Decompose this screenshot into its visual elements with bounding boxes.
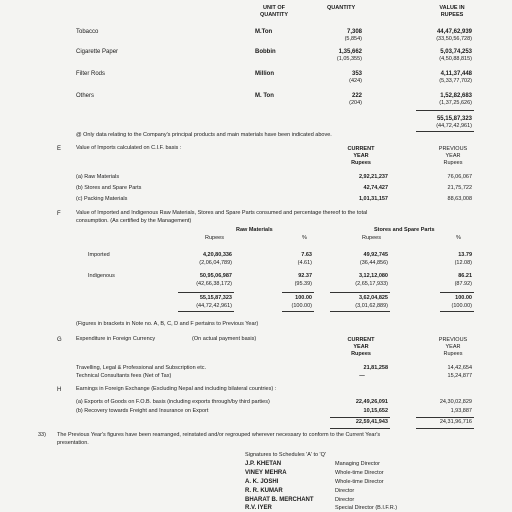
stores-header: Stores and Spare Parts	[374, 227, 435, 233]
row-current: 1,01,31,157	[358, 196, 388, 202]
note-number: 33)	[38, 432, 46, 438]
divider	[440, 292, 474, 293]
row-label: (a) Exports of Goods on F.O.B. basis (including exports through/by third parties)	[76, 399, 270, 405]
material-unit: M. Ton	[255, 93, 274, 99]
row-label: (b) Stores and Spare Parts	[76, 185, 142, 191]
material-name: Others	[76, 93, 95, 99]
row-current: 42,74,427	[363, 185, 388, 191]
raw-pct-prev: (4.61)	[297, 260, 312, 266]
row-label: Indigenous	[88, 273, 115, 279]
section-letter: E	[57, 146, 62, 152]
signatory-name: VINEY MEHRA	[245, 470, 287, 476]
signatory-title: Director	[335, 497, 355, 503]
materials-total: 55,15,87,323	[436, 116, 472, 122]
row-current: 10,15,652	[363, 408, 388, 414]
raw-materials-header: Raw Materials	[236, 227, 273, 233]
raw-pct-total: 100.00	[295, 295, 312, 301]
row-previous: 76,06,067	[447, 174, 472, 180]
raw-pct: 7.63	[301, 252, 312, 258]
raw-total: 55,15,87,323	[199, 295, 232, 301]
stores-pct: 86.21	[458, 273, 472, 279]
stores-pct: 13.79	[458, 252, 472, 258]
material-unit: Bobbin	[255, 49, 276, 55]
h-total-current: 22,59,41,943	[355, 419, 388, 425]
header-unit: UNIT OF QUANTITY	[259, 5, 289, 18]
section-title: Earnings in Foreign Exchange (Excluding Nepal and including bilateral countries) :	[76, 386, 277, 392]
material-qty: 222	[351, 93, 362, 99]
divider	[416, 131, 474, 132]
signatory-name: BHARAT B. MERCHANT	[245, 497, 314, 503]
divider	[416, 417, 474, 418]
divider	[282, 311, 314, 312]
signatory-title: Whole-time Director	[335, 470, 384, 476]
divider	[330, 292, 390, 293]
stores-value-prev: (2,65,17,933)	[355, 281, 388, 287]
materials-note: @ Only data relating to the Company's principal products and main materials have been indicated above.	[76, 132, 332, 138]
signatory-title: Special Director (B.I.F.R.)	[335, 505, 398, 511]
row-current: 21,81,258	[363, 365, 388, 371]
material-value: 5,03,74,253	[440, 49, 472, 55]
raw-pct-total-prev: (100.00)	[291, 303, 312, 309]
stores-value: 49,92,745	[363, 252, 388, 258]
material-name: Tobacco	[76, 29, 99, 35]
material-name: Cigarette Paper	[76, 49, 119, 55]
row-label: (c) Packing Materials	[76, 196, 128, 202]
divider	[416, 428, 474, 429]
stores-pct-total-prev: (100.00)	[451, 303, 472, 309]
raw-value-prev: (2,06,04,789)	[199, 260, 232, 266]
header-quantity: QUANTITY	[327, 5, 356, 11]
signatory-name: R. R. KUMAR	[245, 488, 283, 494]
signatory-name: J.P. KHETAN	[245, 461, 282, 467]
material-qty-prev: (1,05,355)	[336, 56, 362, 62]
section-title: Expenditure in Foreign Currency	[76, 336, 156, 342]
section-basis: (On actual payment basis)	[192, 336, 257, 342]
row-current: —	[359, 373, 365, 379]
row-label: Technical Consultants fees (Net of Tax)	[76, 373, 172, 379]
material-name: Filter Rods	[76, 71, 106, 77]
material-qty-prev: (204)	[349, 100, 362, 106]
signatory-name: A. K. JOSHI	[245, 479, 279, 485]
material-value-prev: (1,37,25,626)	[439, 100, 472, 106]
divider	[330, 311, 390, 312]
raw-pct-prev: (95.39)	[294, 281, 312, 287]
divider	[330, 428, 390, 429]
material-qty: 1,35,662	[338, 49, 362, 55]
row-previous: 1,93,887	[450, 408, 472, 414]
signatory-title: Whole-time Director	[335, 479, 384, 485]
rupees-header: Rupees	[362, 235, 381, 241]
section-title-cont: consumption. (As certified by the Management)	[76, 218, 192, 224]
section-title: Value of Imports calculated on C.I.F. basis :	[76, 145, 182, 151]
divider	[282, 292, 314, 293]
row-label: (b) Recovery towards Freight and Insurance on Export	[76, 408, 209, 414]
signatory-name: R.V. IYER	[245, 505, 272, 511]
stores-value-prev: (36,44,856)	[359, 260, 388, 266]
pct-header: %	[456, 235, 461, 241]
section-letter: G	[57, 337, 62, 343]
section-letter: H	[57, 387, 62, 393]
row-label: (a) Raw Materials	[76, 174, 120, 180]
raw-value: 50,95,06,987	[199, 273, 232, 279]
row-previous: 21,75,722	[447, 185, 472, 191]
row-previous: 88,63,008	[447, 196, 472, 202]
stores-pct-prev: (12.08)	[454, 260, 472, 266]
row-current: 22,49,26,091	[355, 399, 388, 405]
stores-value: 3,12,12,080	[358, 273, 388, 279]
material-value: 1,52,82,683	[440, 93, 472, 99]
material-unit: M.Ton	[255, 29, 273, 35]
stores-pct-total: 100.00	[455, 295, 472, 301]
material-qty: 353	[351, 71, 362, 77]
signatory-title: Managing Director	[335, 461, 380, 467]
divider	[440, 311, 474, 312]
signatures-header: Signatures to Schedules 'A' to 'Q'	[245, 452, 326, 458]
header-value: VALUE IN RUPEES	[439, 5, 465, 18]
stores-total-prev: (3,01,62,889)	[355, 303, 388, 309]
divider	[416, 110, 474, 111]
row-label: Imported	[88, 252, 110, 258]
signatory-title: Director	[335, 488, 355, 494]
current-year-header: CURRENT YEAR Rupees	[347, 146, 375, 167]
material-qty-prev: (424)	[349, 78, 362, 84]
row-previous: 15,24,877	[447, 373, 472, 379]
row-label: Travelling, Legal & Professional and Subscription etc.	[76, 365, 207, 371]
material-qty: 7,308	[346, 29, 362, 35]
material-value-prev: (33,50,56,728)	[436, 36, 472, 42]
stores-pct-prev: (87.92)	[454, 281, 472, 287]
note-text: The Previous Year's figures have been rearranged, reinstated and/or regrouped wherever necessary to conform to the Current Year's	[57, 432, 381, 438]
stores-total: 3,62,04,825	[358, 295, 388, 301]
note-text-cont: presentation.	[57, 440, 89, 446]
raw-total-prev: (44,72,42,961)	[196, 303, 232, 309]
current-year-header: CURRENT YEAR Rupees	[347, 337, 375, 358]
material-unit: Million	[255, 71, 274, 77]
section-title: Value of Imported and Indigenous Raw Materials, Stores and Spare Parts consumed and percentage thereof to the total	[76, 210, 368, 216]
material-value: 4,11,37,448	[440, 71, 472, 77]
material-value: 44,47,62,939	[436, 29, 472, 35]
material-value-prev: (5,33,77,702)	[439, 78, 472, 84]
row-previous: 24,30,02,829	[439, 399, 472, 405]
raw-value: 4,20,80,336	[202, 252, 232, 258]
divider	[330, 417, 390, 418]
materials-total-prev: (44,72,42,961)	[436, 123, 472, 129]
previous-year-header: PREVIOUS YEAR Rupees	[438, 337, 468, 358]
raw-pct: 92.37	[298, 273, 312, 279]
raw-value-prev: (42,66,38,172)	[196, 281, 232, 287]
row-previous: 14,42,654	[447, 365, 472, 371]
divider	[178, 292, 234, 293]
pct-header: %	[302, 235, 307, 241]
previous-year-header: PREVIOUS YEAR Rupees	[438, 146, 468, 167]
divider	[178, 311, 234, 312]
brackets-note: (Figures in brackets in Note no. A, B, C, D and F pertains to Previous Year)	[76, 321, 259, 327]
section-letter: F	[57, 211, 61, 217]
material-value-prev: (4,50,88,815)	[439, 56, 472, 62]
material-qty-prev: (5,854)	[344, 36, 362, 42]
h-total-previous: 24,31,96,716	[439, 419, 472, 425]
row-current: 2,92,21,237	[358, 174, 388, 180]
rupees-header: Rupees	[205, 235, 224, 241]
